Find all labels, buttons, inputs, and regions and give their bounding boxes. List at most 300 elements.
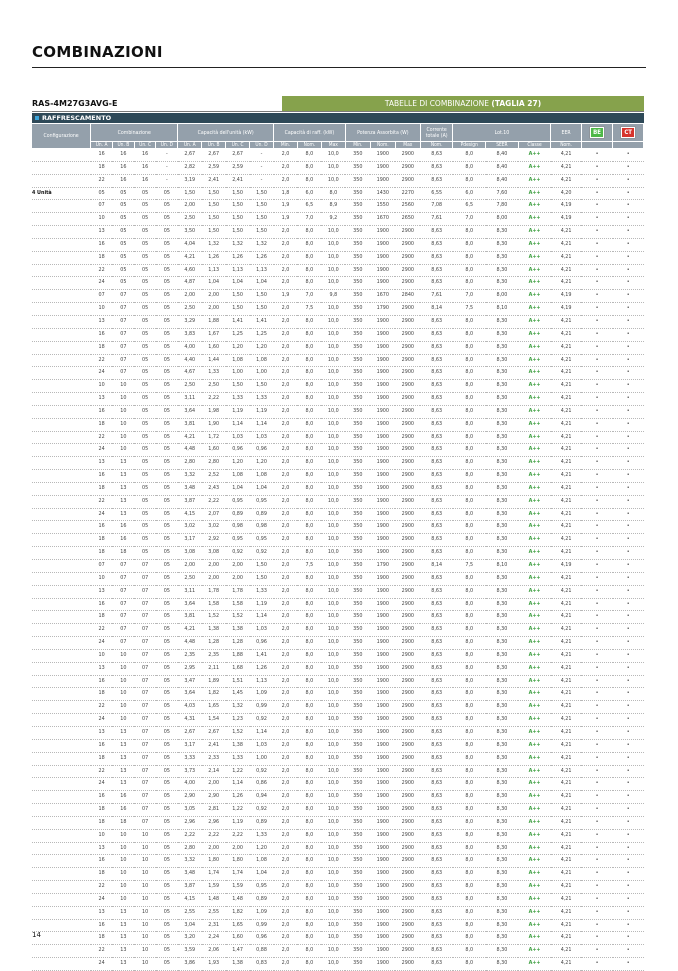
configuration-cell xyxy=(32,264,91,277)
table-cell: 350 xyxy=(345,367,370,380)
table-row xyxy=(32,213,644,226)
table-cell: 10 xyxy=(134,842,156,855)
table-cell: 2900 xyxy=(395,739,420,752)
table-cell: 2,0 xyxy=(274,726,298,739)
table-cell: 2,50 xyxy=(178,380,202,393)
table-cell: 0,96 xyxy=(250,444,274,457)
model-divider xyxy=(32,111,644,112)
subheader-cell: Nom. xyxy=(297,142,321,149)
table-cell: 10,0 xyxy=(321,495,345,508)
table-row xyxy=(32,315,644,328)
table-cell: 24 xyxy=(91,637,113,650)
table-cell: 8,0 xyxy=(297,226,321,239)
subheader-cell: Nom. xyxy=(370,142,395,149)
table-cell: 05 xyxy=(134,341,156,354)
table-cell: 8,63 xyxy=(420,495,453,508)
table-cell: 05 xyxy=(156,726,178,739)
table-row xyxy=(32,405,644,418)
table-cell: 8,0 xyxy=(453,444,486,457)
table-cell: 8,30 xyxy=(486,341,519,354)
table-cell: 2,0 xyxy=(274,508,298,521)
table-cell: 10 xyxy=(134,958,156,971)
table-cell: 8,40 xyxy=(486,161,519,174)
table-cell: 0,95 xyxy=(250,534,274,547)
table-cell: 1900 xyxy=(370,675,395,688)
table-cell: 05 xyxy=(112,200,134,213)
table-cell: 8,63 xyxy=(420,470,453,483)
table-cell: 2,0 xyxy=(274,881,298,894)
table-cell: 0,99 xyxy=(250,919,274,932)
table-cell: 1,58 xyxy=(226,598,250,611)
table-cell: 1,20 xyxy=(226,341,250,354)
configuration-cell xyxy=(32,714,91,727)
table-cell: 0,88 xyxy=(250,945,274,958)
table-cell: 10,0 xyxy=(321,765,345,778)
header-be xyxy=(581,124,613,142)
table-cell: 13 xyxy=(112,778,134,791)
table-cell: 2900 xyxy=(395,585,420,598)
table-cell: 05 xyxy=(156,855,178,868)
table-cell: 07 xyxy=(112,624,134,637)
table-cell: 8,63 xyxy=(420,277,453,290)
table-cell: 2,52 xyxy=(202,470,226,483)
table-cell: 16 xyxy=(134,161,156,174)
table-cell: 2,0 xyxy=(274,752,298,765)
table-cell: 2,0 xyxy=(274,264,298,277)
table-cell: • xyxy=(581,405,613,418)
table-cell: 8,0 xyxy=(453,470,486,483)
table-cell: 2,24 xyxy=(202,932,226,945)
table-cell: 22 xyxy=(91,945,113,958)
table-cell: 05 xyxy=(156,637,178,650)
table-cell: 10,0 xyxy=(321,482,345,495)
table-cell: 2900 xyxy=(395,932,420,945)
table-cell: 350 xyxy=(345,919,370,932)
table-cell: 07 xyxy=(134,675,156,688)
be-badge-icon: BE xyxy=(590,127,604,138)
table-cell: 8,40 xyxy=(486,149,519,162)
configuration-cell xyxy=(32,354,91,367)
table-cell: 350 xyxy=(345,251,370,264)
table-cell: • xyxy=(581,945,613,958)
table-cell: • xyxy=(581,572,613,585)
table-cell: 10,0 xyxy=(321,598,345,611)
table-cell: 350 xyxy=(345,893,370,906)
table-cell: 10,0 xyxy=(321,444,345,457)
table-cell: 13 xyxy=(112,508,134,521)
table-cell: 7,0 xyxy=(453,290,486,303)
table-cell: 1670 xyxy=(370,290,395,303)
table-cell: 24 xyxy=(91,444,113,457)
table-cell: 4,20 xyxy=(551,187,581,200)
energy-class-cell: A++ xyxy=(518,726,551,739)
table-cell: 8,0 xyxy=(297,919,321,932)
table-row xyxy=(32,726,644,739)
table-cell: 8,0 xyxy=(297,380,321,393)
table-cell: 2900 xyxy=(395,611,420,624)
table-cell: • xyxy=(613,495,644,508)
table-cell: 3,59 xyxy=(178,945,202,958)
table-cell: • xyxy=(613,213,644,226)
table-cell: 1,50 xyxy=(226,290,250,303)
table-cell: 13 xyxy=(91,457,113,470)
table-cell: 0,95 xyxy=(226,495,250,508)
table-cell: 1,38 xyxy=(226,958,250,971)
table-cell: 10,0 xyxy=(321,611,345,624)
table-cell: 05 xyxy=(156,868,178,881)
table-cell: 2270 xyxy=(395,187,420,200)
table-cell: 1,04 xyxy=(250,277,274,290)
table-cell: • xyxy=(581,495,613,508)
energy-class-cell: A++ xyxy=(518,238,551,251)
table-cell: 8,0 xyxy=(453,598,486,611)
table-cell: 350 xyxy=(345,932,370,945)
table-cell: 2,00 xyxy=(202,778,226,791)
energy-class-cell: A++ xyxy=(518,264,551,277)
table-cell: 05 xyxy=(156,482,178,495)
table-cell: 2900 xyxy=(395,161,420,174)
table-cell: 07 xyxy=(134,598,156,611)
table-cell: 1,50 xyxy=(226,200,250,213)
table-cell: 8,0 xyxy=(297,457,321,470)
table-cell: 2,33 xyxy=(202,752,226,765)
table-cell: 2900 xyxy=(395,624,420,637)
table-cell: 13 xyxy=(91,906,113,919)
configuration-cell xyxy=(32,868,91,881)
table-cell: 2900 xyxy=(395,791,420,804)
configuration-cell xyxy=(32,842,91,855)
table-cell: 8,0 xyxy=(453,572,486,585)
table-cell: 1,48 xyxy=(202,893,226,906)
table-cell: 1,19 xyxy=(226,405,250,418)
table-cell: 4,87 xyxy=(178,277,202,290)
table-cell: 05 xyxy=(156,534,178,547)
configuration-cell xyxy=(32,495,91,508)
table-cell: 8,0 xyxy=(453,341,486,354)
table-cell: • xyxy=(613,881,644,894)
table-cell: 4,40 xyxy=(178,354,202,367)
table-cell: 350 xyxy=(345,585,370,598)
table-cell: 10 xyxy=(134,855,156,868)
table-cell: 05 xyxy=(112,238,134,251)
table-cell: 8,63 xyxy=(420,457,453,470)
table-cell: 8,0 xyxy=(453,945,486,958)
energy-class-cell: A++ xyxy=(518,251,551,264)
table-cell: 8,0 xyxy=(453,508,486,521)
energy-class-cell: A++ xyxy=(518,354,551,367)
table-cell: 2,0 xyxy=(274,238,298,251)
energy-class-cell: A++ xyxy=(518,290,551,303)
table-cell: 1,60 xyxy=(226,932,250,945)
table-cell: 1900 xyxy=(370,585,395,598)
table-cell: 18 xyxy=(91,482,113,495)
table-cell: 1900 xyxy=(370,816,395,829)
table-cell: 07 xyxy=(112,354,134,367)
energy-class-cell: A++ xyxy=(518,508,551,521)
table-cell: • xyxy=(613,457,644,470)
table-cell: 8,0 xyxy=(297,945,321,958)
table-cell: 8,30 xyxy=(486,380,519,393)
table-cell: 350 xyxy=(345,495,370,508)
table-cell: 05 xyxy=(156,945,178,958)
table-row xyxy=(32,482,644,495)
table-cell: 1900 xyxy=(370,547,395,560)
energy-class-cell: A++ xyxy=(518,714,551,727)
table-cell: 2,0 xyxy=(274,688,298,701)
table-cell: • xyxy=(581,290,613,303)
table-cell: • xyxy=(581,637,613,650)
table-cell: 8,63 xyxy=(420,444,453,457)
table-cell: 1,14 xyxy=(250,611,274,624)
table-cell: 2900 xyxy=(395,341,420,354)
table-cell: 8,0 xyxy=(453,482,486,495)
table-cell: 8,0 xyxy=(453,701,486,714)
energy-class-cell: A++ xyxy=(518,277,551,290)
table-cell: 4,21 xyxy=(551,701,581,714)
table-cell: 4,67 xyxy=(178,367,202,380)
table-cell: 2,67 xyxy=(226,149,250,162)
table-cell: 2,0 xyxy=(274,765,298,778)
table-cell: 13 xyxy=(112,906,134,919)
table-cell: 05 xyxy=(112,226,134,239)
table-cell: 2,0 xyxy=(274,470,298,483)
table-cell: 05 xyxy=(156,714,178,727)
table-cell: • xyxy=(613,238,644,251)
table-cell: 13 xyxy=(91,226,113,239)
table-cell: 2900 xyxy=(395,662,420,675)
configuration-cell xyxy=(32,752,91,765)
table-cell: 4,21 xyxy=(551,688,581,701)
subheader-cell: Un. C xyxy=(134,142,156,149)
table-cell: 1900 xyxy=(370,534,395,547)
table-cell: 24 xyxy=(91,778,113,791)
table-cell: 10 xyxy=(112,881,134,894)
table-cell: 1,28 xyxy=(202,637,226,650)
table-cell: 350 xyxy=(345,290,370,303)
table-cell: 10,0 xyxy=(321,521,345,534)
table-row xyxy=(32,752,644,765)
table-cell: • xyxy=(581,315,613,328)
table-cell: 1,54 xyxy=(202,714,226,727)
table-cell: • xyxy=(581,714,613,727)
table-cell: 8,63 xyxy=(420,701,453,714)
table-row xyxy=(32,226,644,239)
table-cell: 16 xyxy=(91,405,113,418)
table-cell: 05 xyxy=(156,187,178,200)
configuration-cell xyxy=(32,611,91,624)
table-cell: • xyxy=(613,893,644,906)
table-cell: 3,64 xyxy=(178,405,202,418)
table-cell: 1,25 xyxy=(226,328,250,341)
energy-class-cell: A++ xyxy=(518,649,551,662)
table-cell: 4,21 xyxy=(551,508,581,521)
table-cell: 2,95 xyxy=(178,662,202,675)
header-lot10: Lot.10 xyxy=(453,124,551,142)
energy-class-cell: A++ xyxy=(518,791,551,804)
table-cell: 2900 xyxy=(395,893,420,906)
energy-class-cell: A++ xyxy=(518,328,551,341)
energy-class-cell: A++ xyxy=(518,611,551,624)
table-cell: 05 xyxy=(134,444,156,457)
table-row xyxy=(32,829,644,842)
table-cell: 1900 xyxy=(370,893,395,906)
table-cell: 05 xyxy=(156,393,178,406)
table-cell: 3,02 xyxy=(178,521,202,534)
table-cell: 07 xyxy=(112,367,134,380)
table-cell: 2,00 xyxy=(202,572,226,585)
table-cell: 2,0 xyxy=(274,585,298,598)
configuration-cell xyxy=(32,598,91,611)
table-cell: 10,0 xyxy=(321,791,345,804)
table-cell: • xyxy=(581,932,613,945)
table-cell: 22 xyxy=(91,431,113,444)
table-cell: 3,04 xyxy=(178,919,202,932)
table-cell: • xyxy=(613,919,644,932)
table-cell: 8,63 xyxy=(420,354,453,367)
header-eer: EER xyxy=(551,124,581,142)
table-cell: 0,92 xyxy=(250,804,274,817)
table-cell: 2,50 xyxy=(202,380,226,393)
energy-class-cell: A++ xyxy=(518,341,551,354)
table-cell: 10,0 xyxy=(321,161,345,174)
table-cell: 8,0 xyxy=(453,919,486,932)
table-cell: 4,31 xyxy=(178,714,202,727)
table-cell: 8,0 xyxy=(453,354,486,367)
table-cell: 18 xyxy=(91,804,113,817)
table-cell: • xyxy=(613,585,644,598)
table-cell: 1900 xyxy=(370,470,395,483)
section-bar xyxy=(32,113,644,123)
table-cell: 10 xyxy=(91,303,113,316)
table-cell: 8,0 xyxy=(453,328,486,341)
table-row xyxy=(32,816,644,829)
table-cell: 2,00 xyxy=(226,572,250,585)
table-cell: 0,89 xyxy=(250,508,274,521)
table-cell: 8,0 xyxy=(297,418,321,431)
table-cell: 3,17 xyxy=(178,534,202,547)
table-cell: 4,21 xyxy=(178,624,202,637)
table-row xyxy=(32,739,644,752)
table-cell: 8,30 xyxy=(486,328,519,341)
table-cell: 13 xyxy=(112,958,134,971)
table-cell: 2900 xyxy=(395,868,420,881)
table-cell: 05 xyxy=(156,611,178,624)
table-cell: 13 xyxy=(91,315,113,328)
table-cell: 07 xyxy=(91,200,113,213)
table-cell: 10,0 xyxy=(321,624,345,637)
table-cell: 10 xyxy=(134,893,156,906)
configuration-cell xyxy=(32,816,91,829)
table-cell: 05 xyxy=(156,688,178,701)
table-cell: 1,50 xyxy=(226,213,250,226)
table-cell: 350 xyxy=(345,380,370,393)
table-cell: • xyxy=(613,405,644,418)
table-cell: 4,21 xyxy=(551,945,581,958)
energy-class-cell: A++ xyxy=(518,893,551,906)
table-cell: 2,0 xyxy=(274,315,298,328)
table-cell: 05 xyxy=(156,932,178,945)
table-cell: 2,0 xyxy=(274,328,298,341)
table-cell: 8,0 xyxy=(453,495,486,508)
table-cell: 2,50 xyxy=(178,303,202,316)
table-cell: 18 xyxy=(112,547,134,560)
table-cell: 8,0 xyxy=(453,585,486,598)
table-row xyxy=(32,804,644,817)
energy-class-cell: A++ xyxy=(518,932,551,945)
table-cell: 4,21 xyxy=(551,714,581,727)
energy-class-cell: A++ xyxy=(518,393,551,406)
table-cell: 2,0 xyxy=(274,714,298,727)
table-cell: 350 xyxy=(345,881,370,894)
table-cell: 2900 xyxy=(395,482,420,495)
table-cell: 8,63 xyxy=(420,893,453,906)
table-cell: 2,0 xyxy=(274,560,298,573)
table-cell: 05 xyxy=(156,572,178,585)
header-potenza: Potenza Assorbita (W) xyxy=(345,124,420,142)
table-cell: 1900 xyxy=(370,726,395,739)
table-cell: 4,21 xyxy=(551,662,581,675)
table-cell: 4,21 xyxy=(551,277,581,290)
table-cell: 2,0 xyxy=(274,611,298,624)
table-cell: 1,09 xyxy=(250,688,274,701)
table-cell: 2,0 xyxy=(274,482,298,495)
table-cell: 8,0 xyxy=(453,842,486,855)
table-cell: 8,30 xyxy=(486,315,519,328)
table-cell: 05 xyxy=(134,238,156,251)
table-cell: • xyxy=(613,804,644,817)
table-cell: 0,92 xyxy=(250,714,274,727)
table-cell: 8,63 xyxy=(420,637,453,650)
table-cell: 1900 xyxy=(370,791,395,804)
table-cell: 10 xyxy=(112,675,134,688)
table-cell: • xyxy=(581,354,613,367)
table-cell: 1900 xyxy=(370,572,395,585)
configuration-cell xyxy=(32,380,91,393)
table-cell: • xyxy=(581,778,613,791)
table-cell: 350 xyxy=(345,765,370,778)
table-cell: 350 xyxy=(345,726,370,739)
table-cell: 1900 xyxy=(370,521,395,534)
table-cell: • xyxy=(581,380,613,393)
table-cell: 05 xyxy=(134,264,156,277)
table-cell: 8,0 xyxy=(297,662,321,675)
table-cell: • xyxy=(613,251,644,264)
table-cell: 2900 xyxy=(395,945,420,958)
energy-class-cell: A++ xyxy=(518,701,551,714)
table-cell: 10,0 xyxy=(321,393,345,406)
table-cell: 10,0 xyxy=(321,328,345,341)
table-cell: 16 xyxy=(112,149,134,162)
table-cell: 8,0 xyxy=(453,547,486,560)
ct-badge-icon: CT xyxy=(621,127,635,138)
table-cell: 07 xyxy=(112,303,134,316)
table-cell: 2,0 xyxy=(274,739,298,752)
table-cell: 05 xyxy=(112,187,134,200)
table-cell: 4,21 xyxy=(551,842,581,855)
table-cell: 8,0 xyxy=(453,829,486,842)
table-cell: 10 xyxy=(112,714,134,727)
table-cell: 2900 xyxy=(395,149,420,162)
table-cell: 1,38 xyxy=(202,624,226,637)
table-cell: 8,0 xyxy=(297,791,321,804)
table-cell: 07 xyxy=(134,804,156,817)
configuration-cell xyxy=(32,521,91,534)
table-cell: 05 xyxy=(156,765,178,778)
table-cell: 2900 xyxy=(395,418,420,431)
table-cell: 1900 xyxy=(370,380,395,393)
table-cell: 07 xyxy=(112,572,134,585)
table-row xyxy=(32,251,644,264)
